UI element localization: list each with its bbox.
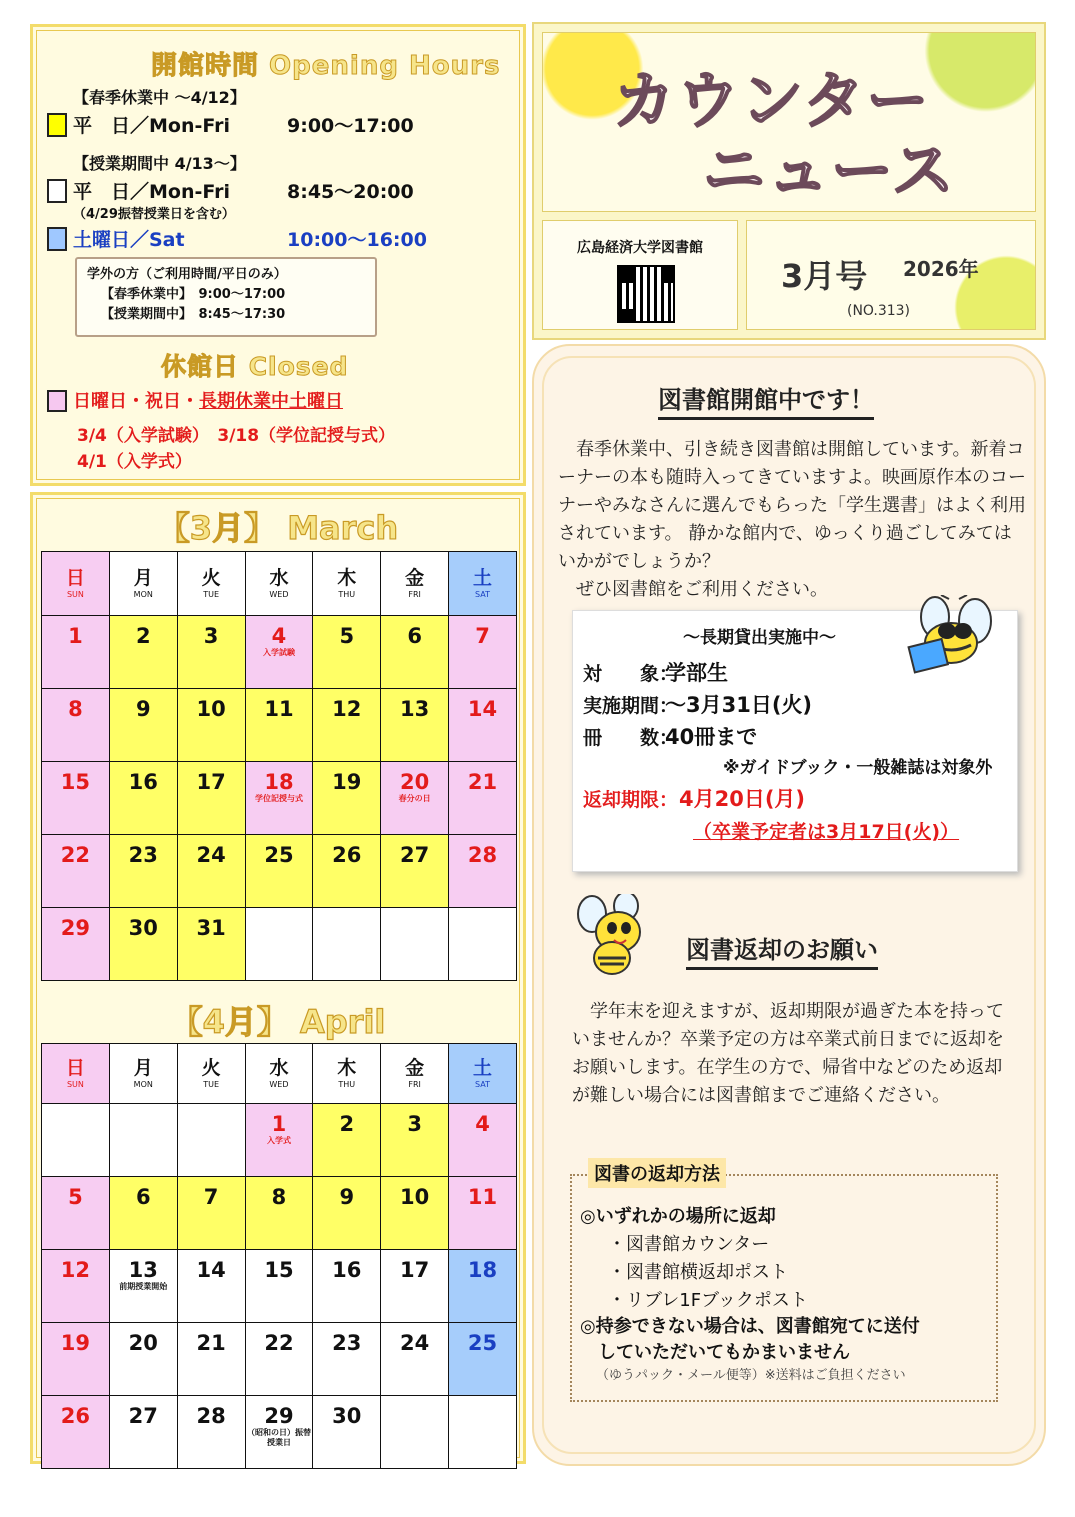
calendar-day-18: 18 [449,1250,517,1323]
long-term-loan-box [572,610,1018,872]
calendar-day-22: 22 [245,1323,313,1396]
loan-return-row: 返却期限：4月20日(月) [583,787,806,811]
calendar-day-8: 8 [42,689,110,762]
calendar-day-7: 7 [177,1177,245,1250]
issue-month: 3月号 [781,257,868,295]
calendar-day-4: 4 [449,1104,517,1177]
opening-hours-panel [30,24,526,486]
issue-number: (NO.313) [847,303,911,319]
return-by-mail-2: していただいてもかまいません [580,1342,850,1363]
issue-year: 2026年 [903,257,979,281]
closed-title: 休館日 Closed [161,352,349,381]
term-note: （4/29振替授業日を含む） [73,207,235,222]
weekday-header-mon: 月 MON [109,552,177,616]
calendar-day-12: 12 [42,1250,110,1323]
bee-cheering-icon [572,894,658,982]
loan-target-row: 対 象：学部生 [583,661,728,685]
calendar-day-17: 17 [381,1250,449,1323]
calendar-day-6: 6 [109,1177,177,1250]
calendar-day-10: 10 [381,1177,449,1250]
return-paragraph: 学年末を迎えますが、返却期限が過ぎた本を持っていませんか？卒業予定の方は卒業式前日までに返却をお願いします。在学生の方で、帰省中などのため返却が難しい場合には図書館までご連絡ください。 [572,1001,1004,1106]
calendar-day-16: 16 [313,1250,381,1323]
calendar-day-20: 20 [109,1323,177,1396]
weekday-header-thu: 木 THU [313,552,381,616]
calendar-day-3: 3 [177,616,245,689]
calendar-day-25: 25 [449,1323,517,1396]
calendar-empty-cell [449,908,517,981]
calendar-day-31: 31 [177,908,245,981]
loan-graduate-deadline: （卒業予定者は3月17日(火)） [693,821,960,843]
calendar-week-row [42,1177,517,1250]
calendar-day-26: 26 [313,835,381,908]
calendar-day-6: 6 [381,616,449,689]
calendar-day-5: 5 [42,1177,110,1250]
open-heading: 図書館開館中です！ [658,380,874,420]
calendar-day-15: 15 [245,1250,313,1323]
term-weekday-time: 8:45～20:00 [287,181,414,203]
calendar-day-21: 21 [177,1323,245,1396]
yellow-legend-square [47,113,67,137]
weekday-header-sat: 土 SAT [449,552,517,616]
weekday-header-wed: 水 WED [245,1044,313,1104]
calendar-week-row [42,1104,517,1177]
calendar-event-label: 入学試験 [262,648,295,657]
calendar-day-16: 16 [109,762,177,835]
calendar-day-8: 8 [245,1177,313,1250]
return-method-box [570,1164,998,1402]
calendar-day-27: 27 [109,1396,177,1469]
calendar-day-13: 13 前期授業開始 [109,1250,177,1323]
return-by-mail-note: （ゆうパック・メール便等）※送料はご負担ください [596,1368,906,1383]
weekday-header-fri: 金 FRI [381,1044,449,1104]
calendar-empty-cell [177,1104,245,1177]
masthead-title-line2: ニュース [703,134,956,207]
calendar-day-4: 4 入学試験 [245,616,313,689]
calendar-event-label: 学位記授与式 [254,794,303,803]
calendar-week-row [42,908,517,981]
open-paragraph: 春季休業中、引き続き図書館は開館しています。新着コーナーの本も随時入ってきていますよ。映画原作本のコーナーやみなさんに選んでもらった「学生選書」はよく利用されています。 静かな館内で、ゆっくり過ごしてみてはいかがでしょうか？ ぜひ図書館をご利用ください。 [558,439,1026,600]
calendar-day-5: 5 [313,616,381,689]
calendar-day-19: 19 [313,762,381,835]
calendar-day-9: 9 [109,689,177,762]
library-block [542,220,738,330]
loan-count-row: 冊 数：40冊まで [583,725,758,749]
return-any-location: ◎いずれかの場所に返却 [580,1206,776,1227]
bee-reading-icon [889,595,1007,687]
issue-block [746,220,1036,330]
calendar-day-21: 21 [449,762,517,835]
calendar-day-28: 28 [177,1396,245,1469]
calendar-week-row [42,762,517,835]
calendar-day-10: 10 [177,689,245,762]
return-location-1: ・図書館カウンター [608,1234,770,1255]
weekday-header-sun: 日 SUN [42,1044,110,1104]
calendar-week-row [42,835,517,908]
calendar-day-3: 3 [381,1104,449,1177]
calendar-day-23: 23 [109,835,177,908]
outside-term-hours: 【授業期間中】 8:45～17:30 [101,307,286,322]
calendar-day-2: 2 [109,616,177,689]
spring-weekday-time: 9:00～17:00 [287,115,414,137]
calendar-week-row [42,1323,517,1396]
weekday-header-mon: 月 MON [109,1044,177,1104]
pink-legend-square [47,390,67,412]
calendar-event-label: 春分の日 [398,794,431,803]
outside-users-box [75,257,377,337]
calendar-day-1: 1 入学式 [245,1104,313,1177]
weekday-header-tue: 火 TUE [177,1044,245,1104]
calendar-week-row [42,1250,517,1323]
calendar-day-23: 23 [313,1323,381,1396]
calendar-empty-cell [245,908,313,981]
calendar-day-28: 28 [449,835,517,908]
calendar-day-18: 18 学位記授与式 [245,762,313,835]
masthead-title-area [542,32,1036,212]
calendar-week-row [42,689,517,762]
opening-hours-title: 開館時間 Opening Hours [151,51,501,81]
calendar-event-label: （昭和の日）振替授業日 [246,1428,311,1447]
calendar-day-9: 9 [313,1177,381,1250]
calendar-day-22: 22 [42,835,110,908]
loan-period-row: 実施期間：～3月31日(火) [583,693,813,717]
article-panel [532,344,1046,1466]
calendar-empty-cell [449,1396,517,1469]
closed-days-row: 日曜日・祝日・長期休業中土曜日 [47,387,343,413]
return-location-3: ・リブレ1Fブックポスト [608,1290,808,1311]
calendar-day-29: 29 [42,908,110,981]
march-title: 【3月】 March [157,509,399,547]
calendar-day-1: 1 [42,616,110,689]
weekday-header-sun: 日 SUN [42,552,110,616]
return-heading: 図書返却のお願い [686,930,878,970]
outside-spring-hours: 【春季休業中】 9:00～17:00 [101,287,286,302]
loan-title: ～長期貸出実施中～ [683,628,836,648]
calendar-day-13: 13 [381,689,449,762]
weekday-header-tue: 火 TUE [177,552,245,616]
calendar-day-11: 11 [449,1177,517,1250]
weekday-header-sat: 土 SAT [449,1044,517,1104]
calendar-day-14: 14 [177,1250,245,1323]
calendar-empty-cell [381,1396,449,1469]
april-title: 【4月】 April [170,1003,386,1041]
saturday-row: 土曜日／Sat 10:00～16:00 [47,225,427,252]
april-calendar [41,1043,517,1469]
calendar-day-24: 24 [177,835,245,908]
calendar-day-29: 29 （昭和の日）振替授業日 [245,1396,313,1469]
calendar-day-27: 27 [381,835,449,908]
calendar-day-15: 15 [42,762,110,835]
spring-break-heading: 【春季休業中 ～4/12】 [73,88,246,107]
calendar-day-7: 7 [449,616,517,689]
calendar-day-25: 25 [245,835,313,908]
qr-code-icon[interactable] [617,265,675,323]
weekday-header-wed: 水 WED [245,552,313,616]
weekday-header-thu: 木 THU [313,1044,381,1104]
calendar-day-24: 24 [381,1323,449,1396]
term-heading: 【授業期間中 4/13～】 [73,154,246,173]
spring-weekday-row: 平 日／Mon-Fri 9:00～17:00 [47,111,414,138]
library-name: 広島経済大学図書館 [577,240,703,256]
calendar-day-14: 14 [449,689,517,762]
white-legend-square [47,179,67,203]
outside-users-title: 学外の方（ご利用時間/平日のみ） [87,267,287,282]
calendar-week-row [42,616,517,689]
calendar-day-20: 20 春分の日 [381,762,449,835]
calendar-panel [30,492,526,1464]
calendar-day-17: 17 [177,762,245,835]
saturday-time: 10:00～16:00 [287,229,427,251]
calendar-event-label: 前期授業開始 [119,1282,168,1291]
calendar-day-2: 2 [313,1104,381,1177]
return-method-title: 図書の返却方法 [588,1158,726,1188]
return-location-2: ・図書館横返却ポスト [608,1262,788,1283]
calendar-empty-cell [42,1104,110,1177]
weekday-header-fri: 金 FRI [381,552,449,616]
calendar-week-row [42,1396,517,1469]
return-by-mail-1: ◎持参できない場合は、図書館宛てに送付 [580,1316,920,1337]
closed-dates: 3/4（入学試験） 3/18（学位記授与式） 4/1（入学式） [77,426,396,472]
calendar-day-30: 30 [109,908,177,981]
calendar-empty-cell [313,908,381,981]
calendar-day-12: 12 [313,689,381,762]
calendar-day-11: 11 [245,689,313,762]
masthead [532,22,1046,340]
loan-exclusion: ※ガイドブック・一般雑誌は対象外 [723,758,993,778]
calendar-event-label: 入学式 [266,1136,291,1145]
calendar-day-26: 26 [42,1396,110,1469]
calendar-day-19: 19 [42,1323,110,1396]
calendar-day-30: 30 [313,1396,381,1469]
calendar-empty-cell [381,908,449,981]
blue-legend-square [47,227,67,251]
calendar-empty-cell [109,1104,177,1177]
march-calendar [41,551,517,981]
term-weekday-row: 平 日／Mon-Fri 8:45～20:00 [47,177,414,204]
masthead-title-line1: カウンター [613,64,931,137]
